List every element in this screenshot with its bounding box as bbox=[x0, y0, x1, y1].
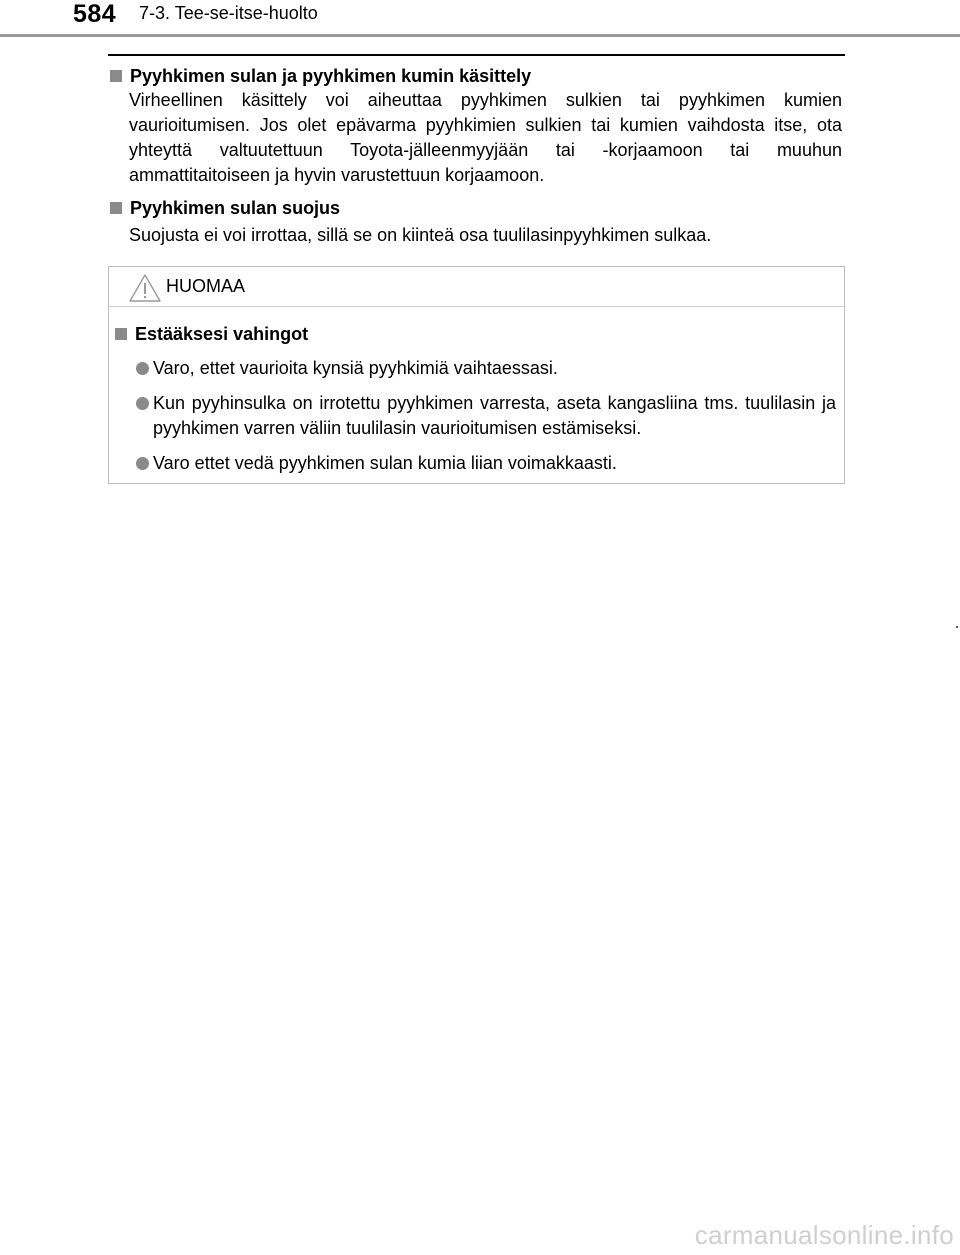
notice-header bbox=[109, 267, 844, 307]
list-item: Varo, ettet vaurioita kynsiä pyyhkimiä vaihtaessasi. bbox=[109, 356, 844, 381]
square-bullet-icon bbox=[110, 202, 122, 214]
dot-bullet-icon bbox=[136, 397, 149, 410]
section-body: Suojusta ei voi irrottaa, sillä se on kiinteä osa tuulilasinpyyhkimen sulkaa. bbox=[129, 225, 712, 245]
dot-bullet-icon bbox=[136, 362, 149, 375]
square-bullet-icon bbox=[110, 70, 122, 82]
list-item: Kun pyyhinsulka on irrotettu pyyhkimen varresta, aseta kangasliina tms. tuulilasin ja pyyhkimen varren väliin tuulilasin vaurioitumisen estämiseksi. bbox=[109, 391, 844, 441]
edge-mark bbox=[956, 626, 958, 628]
square-bullet-icon bbox=[115, 328, 127, 340]
page-number: 584 bbox=[73, 0, 117, 28]
section-title: 7-3. Tee-se-itse-huolto bbox=[139, 3, 318, 23]
list-item: Varo ettet vedä pyyhkimen sulan kumia liian voimakkaasti. bbox=[109, 451, 844, 476]
content-divider bbox=[108, 54, 845, 56]
notice-title: HUOMAA bbox=[166, 276, 246, 296]
notice-content bbox=[109, 322, 844, 486]
header-divider bbox=[0, 34, 960, 37]
section-wiper-cover bbox=[108, 196, 842, 248]
notice-box bbox=[108, 266, 845, 484]
section-heading: Pyyhkimen sulan suojus bbox=[130, 198, 341, 218]
watermark: carmanualsonline.info bbox=[694, 1220, 954, 1250]
dot-bullet-icon bbox=[136, 457, 149, 470]
section-body: Virheellinen käsittely voi aiheuttaa pyyhkimen sulkien tai pyyhkimen kumien vaurioitumisen. Jos olet epävarma pyyhkimien sulkien tai kumien vaihdosta itse, ota yhteyttä valtuutettuun Toyota-jälleenmyyjään tai -korjaamoon tai muuhun ammattitaitoiseen ja hyvin varustettuun korjaamoon. bbox=[129, 90, 842, 185]
section-wiper-handling bbox=[108, 64, 842, 188]
notice-heading: Estääksesi vahingot bbox=[135, 324, 309, 344]
notice-list bbox=[109, 356, 844, 476]
section-heading: Pyyhkimen sulan ja pyyhkimen kumin käsittely bbox=[130, 66, 532, 86]
warning-triangle-icon bbox=[128, 273, 162, 303]
